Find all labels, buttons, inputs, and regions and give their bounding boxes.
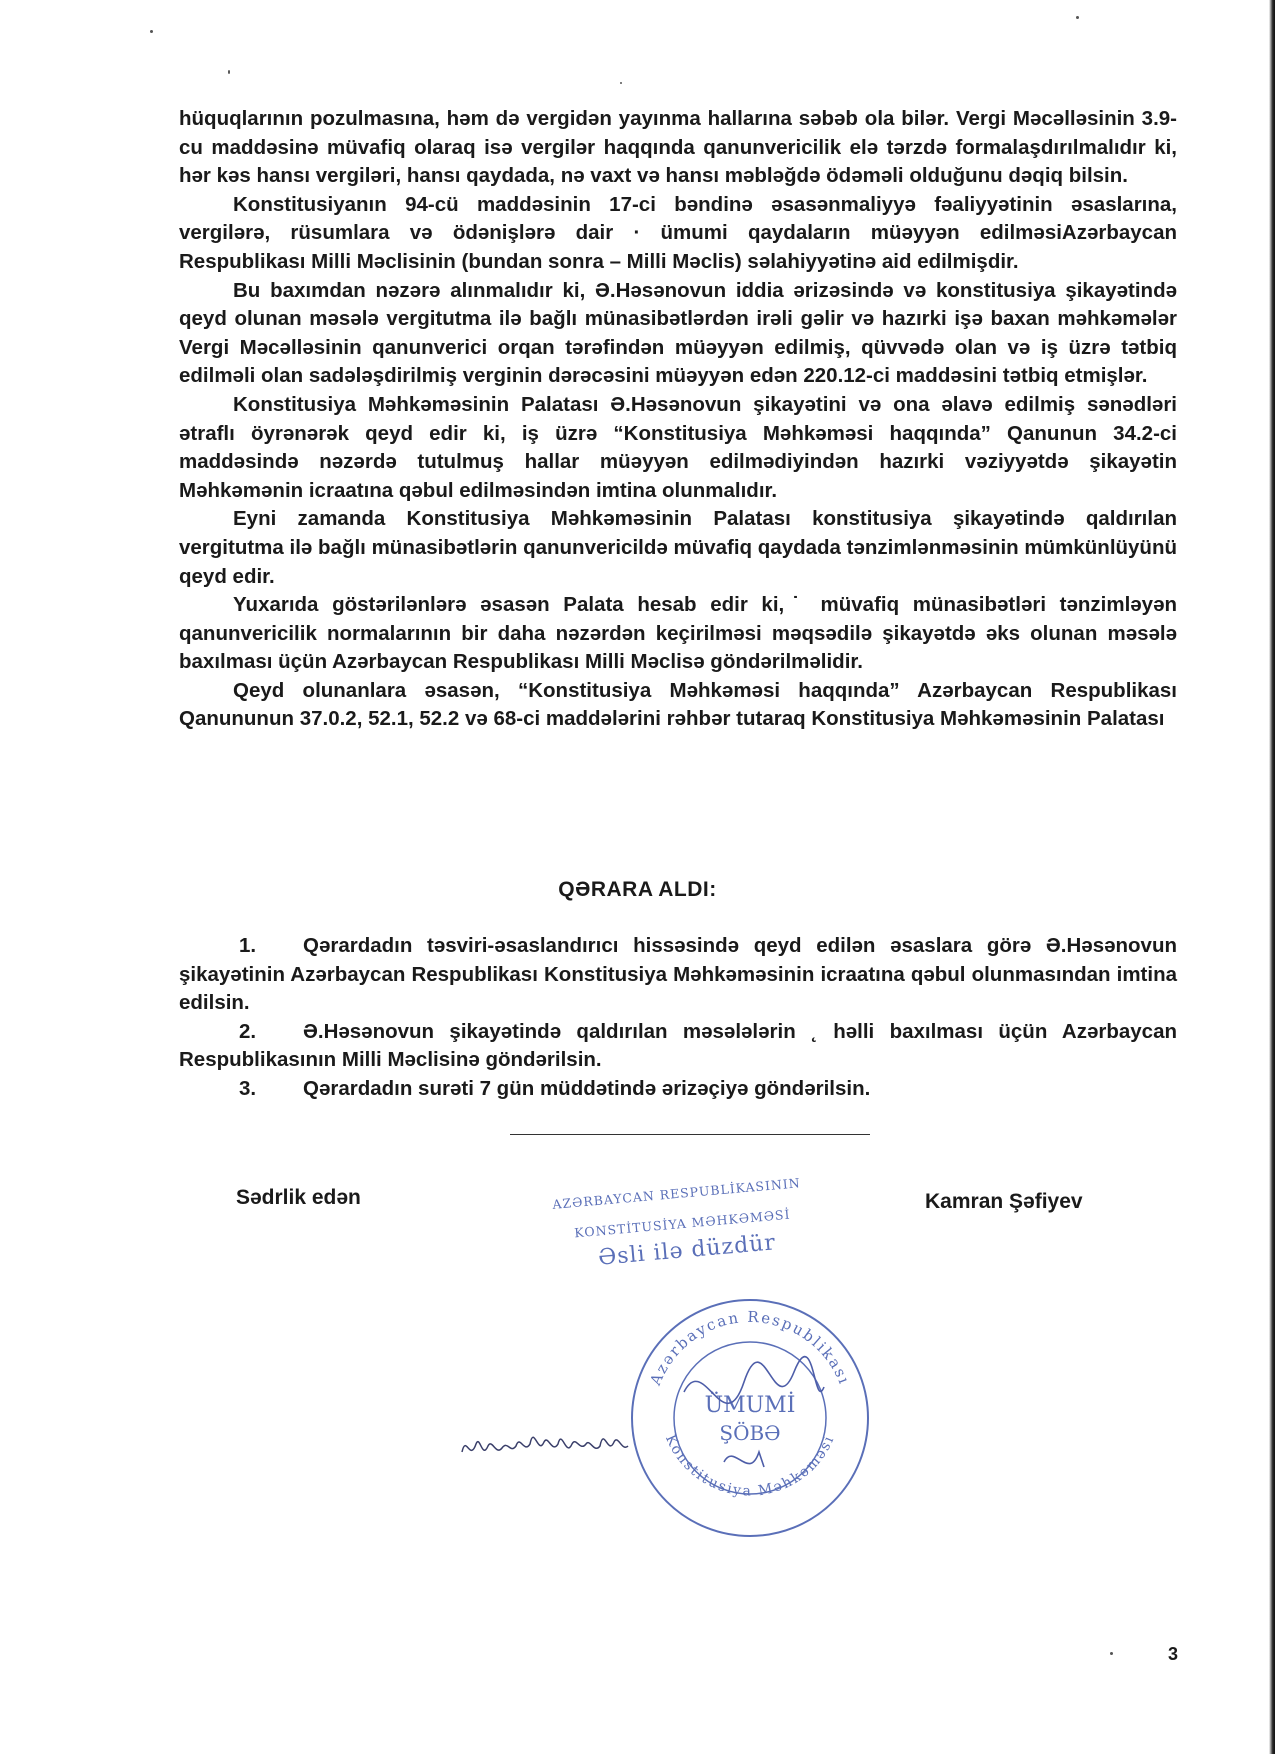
certification-stamp [538,1172,828,1272]
handwritten-signature-icon [458,1404,658,1474]
scan-page-edge [1269,0,1275,1754]
seal-center-text: ŞÖBƏ [719,1421,781,1445]
signature-scribble [724,1452,764,1467]
decision-heading: QƏRARA ALDI: [558,878,717,901]
decision-list [179,932,1177,1104]
divider-line [510,1134,870,1135]
seal-outer-text: Azərbaycan Respublikası [646,1307,854,1388]
chair-name: Kamran Şəfiyev [925,1190,1083,1213]
decision-item [179,1075,1177,1104]
scan-speck [150,30,153,33]
paragraph: Bu baxımdan nəzərə alınmalıdır ki, Ə.Həsənovun iddia ərizəsində və konstitusiya şikayətində qeyd olunan məsələ vergitutma ilə bağlı münasibətlərdən irəli gəlir və hazırki işə baxan məhkəmələr Vergi Məcəlləsinin qanunverici orqan tərəfindən müəyyən edilmiş, qüvvədə olan və iş üzrə tətbiq edilməli olan sadələşdirilmiş verginin dərəcəsini müəyyən edən 220.12-ci maddəsini tətbiq etmişlər. [179,278,1177,388]
round-seal-icon [624,1292,876,1544]
scan-speck [1076,16,1079,19]
page-number: 3 [1168,1644,1179,1664]
paragraph: Eyni zamanda Konstitusiya Məhkəməsinin Palatası konstitusiya şikayətində qaldırılan vergitutma ilə bağlı münasibətlərin qanunvericildə müvafiq qaydada tənzimlənməsinin mümkünlüyünü qeyd edir. [179,507,1177,588]
decision-number: 1. [239,934,257,957]
decision-item [179,1018,1177,1075]
decision-text: Ə.Həsənovun şikayətində qaldırılan məsələlərin ˛ həlli baxılması üçün Azərbaycan Respublikasının Milli Məclisinə göndərilsin. [179,1019,1177,1072]
seal-outer-text: Konstitusiya Məhkəməsi [661,1432,838,1500]
decision-item [179,932,1177,1018]
svg-text:Azərbaycan Respublikası [646,1308,854,1389]
paragraph: Yuxarıda göstərilənlərə əsasən Palata hesab edir ki,˙ müvafiq münasibətləri tənzimləyən qanunvericilik normalarının bir daha nəzərdən keçirilməsi məqsədilə şikayətdə əks olunan məsələ baxılması üçün Azərbaycan Respublikası Milli Məclisə göndərilməlidir. [179,593,1177,674]
paragraph: Konstitusiyanın 94-cü maddəsinin 17-ci bəndinə əsasənmaliyyə fəaliyyətinin əsaslarına, vergilərə, rüsumlara və ödənişlərə dair · ümumi qaydaların müəyyən edilməsiAzərbaycan Respublikası Milli Məclisinin (bundan sonra – Milli Məclis) səlahiyyətinə aid edilmişdir. [179,192,1177,273]
paragraph: hüquqlarının pozulmasına, həm də vergidən yayınma hallarına səbəb ola bilər. Vergi Məcəlləsinin 3.9-cu maddəsinə müvafiq olaraq isə vergilər haqqında qanunvericilik elə tərzdə formalaşdırılmalıdır ki, hər kəs hansı vergiləri, hansı qaydada, nə vaxt və hansı məbləğdə ödəməli olduğunu dəqiq bilsin. [179,107,1177,188]
document-body [179,105,1177,734]
paragraph: Konstitusiya Məhkəməsinin Palatası Ə.Həsənovun şikayətini və ona əlavə edilmiş sənədləri ətraflı öyrənərək qeyd edir ki, iş üzrə “Konstitusiya Məhkəməsi haqqında” Qanunun 34.2-ci maddəsində nəzərdə tutulmuş hallar müəyyən edilmədiyindən hazırki vəziyyətdə şikayətin Məhkəmənin icraatına qəbul edilməsindən imtina olunmalıdır. [179,392,1177,502]
stamp-line: KONSTİTUSİYA MƏHKƏMƏSİ [573,1206,792,1241]
paragraph: Qeyd olunanlara əsasən, “Konstitusiya Məhkəməsi haqqında” Azərbaycan Respublikası Qanununun 37.0.2, 52.1, 52.2 və 68-ci maddələrini rəhbər tutaraq Konstitusiya Məhkəməsinin Palatası [179,678,1177,731]
decision-text: Qərardadın təsviri-əsaslandırıcı hissəsində qeyd edilən əsaslara görə Ə.Həsənovun şikayətinin Azərbaycan Respublikası Konstitusiya Məhkəməsinin icraatına qəbul olunmasından imtina edilsin. [179,934,1177,1015]
decision-text: Qərardadın surəti 7 gün müddətində ərizəçiyə göndərilsin. [303,1076,871,1100]
decision-number: 3. [239,1076,257,1100]
scan-speck [228,70,230,74]
scan-speck [1110,1652,1113,1655]
stamp-line: AZƏRBAYCAN RESPUBLİKASININ [551,1175,802,1212]
seal-center-text: ÜMUMİ [704,1393,796,1418]
stamp-line: Əsli ilə düzdür [597,1230,777,1271]
chair-label: Sədrlik edən [236,1186,361,1209]
scan-speck [620,82,622,84]
decision-number: 2. [239,1019,257,1043]
